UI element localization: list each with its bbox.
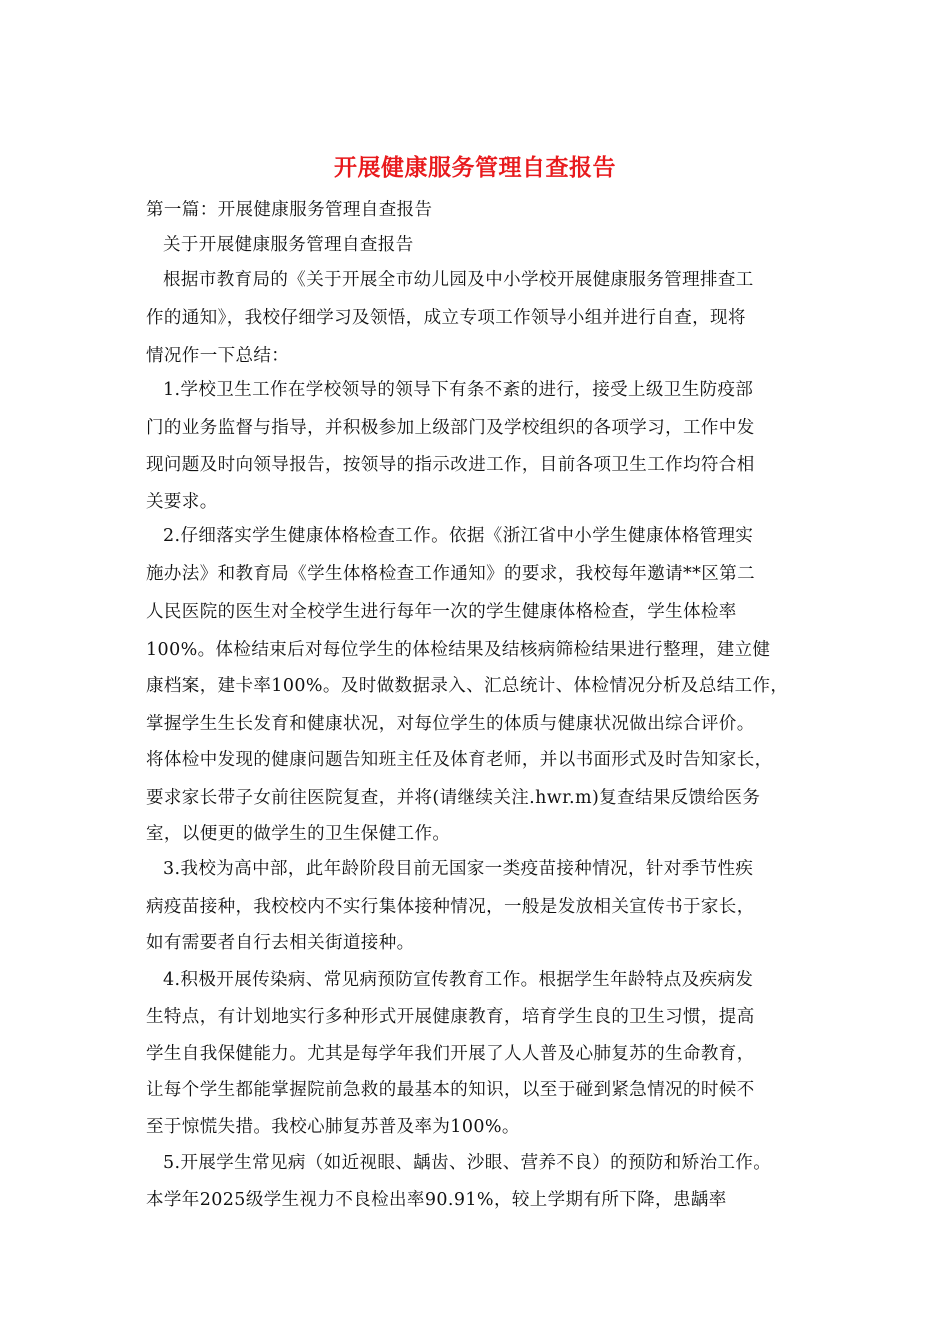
text-line: 作的通知》，我校仔细学习及领悟，成立专项工作领导小组并进行自查，现将 [146, 308, 746, 328]
text-line: 100%。体检结束后对每位学生的体检结果及结核病筛检结果进行整理，建立健 [146, 640, 771, 660]
text-line: 情况作一下总结： [146, 346, 290, 366]
text-line: 室，以便更的做学生的卫生保健工作。 [146, 824, 451, 844]
text-line-heading: 第一篇：开展健康服务管理自查报告 [146, 200, 433, 220]
text-line: 本学年2025级学生视力不良检出率90.91%，较上学期有所下降，患龋率 [146, 1190, 727, 1210]
text-line-subheading: 关于开展健康服务管理自查报告 [163, 235, 414, 255]
text-line: 将体检中发现的健康问题告知班主任及体育老师，并以书面形式及时告知家长， [146, 750, 773, 770]
text-line: 根据市教育局的《关于开展全市幼儿园及中小学校开展健康服务管理排查工 [163, 270, 754, 290]
text-line: 掌握学生生长发育和健康状况，对每位学生的体质与健康状况做出综合评价。 [146, 714, 755, 734]
text-line: 康档案，建卡率100%。及时做数据录入、汇总统计、体检情况分析及总结工作， [146, 676, 789, 696]
text-line: 病疫苗接种，我校校内不实行集体接种情况，一般是发放相关宣传书于家长， [146, 897, 755, 917]
text-line: 4.积极开展传染病、常见病预防宣传教育工作。根据学生年龄特点及疾病发 [163, 970, 754, 990]
document-title: 开展健康服务管理自查报告 [334, 155, 616, 181]
text-line: 生特点，有计划地实行多种形式开展健康教育，培育学生良的卫生习惯，提高 [146, 1007, 755, 1027]
text-line: 1.学校卫生工作在学校领导的领导下有条不紊的进行，接受上级卫生防疫部 [163, 380, 754, 400]
text-line: 关要求。 [146, 492, 218, 512]
text-line: 人民医院的医生对全校学生进行每年一次的学生健康体格检查，学生体检率 [146, 602, 737, 622]
text-line: 门的业务监督与指导，并积极参加上级部门及学校组织的各项学习，工作中发 [146, 418, 755, 438]
text-line: 2.仔细落实学生健康体格检查工作。依据《浙江省中小学生健康体格管理实 [163, 526, 754, 546]
text-line: 如有需要者自行去相关街道接种。 [146, 933, 415, 953]
text-line: 施办法》和教育局《学生体格检查工作通知》的要求，我校每年邀请**区第二 [146, 564, 755, 584]
text-line: 至于惊慌失措。我校心肺复苏普及率为100%。 [146, 1117, 520, 1137]
text-line: 让每个学生都能掌握院前急救的最基本的知识，以至于碰到紧急情况的时候不 [146, 1080, 755, 1100]
text-line: 3.我校为高中部，此年龄阶段目前无国家一类疫苗接种情况，针对季节性疾 [163, 859, 754, 879]
text-line: 要求家长带子女前往医院复查，并将(请继续关注.hwr.m)复查结果反馈给医务 [146, 788, 761, 808]
text-line: 5.开展学生常见病（如近视眼、龋齿、沙眼、营养不良）的预防和矫治工作。 [163, 1153, 772, 1173]
text-line: 学生自我保健能力。尤其是每学年我们开展了人人普及心肺复苏的生命教育， [146, 1044, 755, 1064]
text-line: 现问题及时向领导报告，按领导的指示改进工作，目前各项卫生工作均符合相 [146, 455, 755, 475]
